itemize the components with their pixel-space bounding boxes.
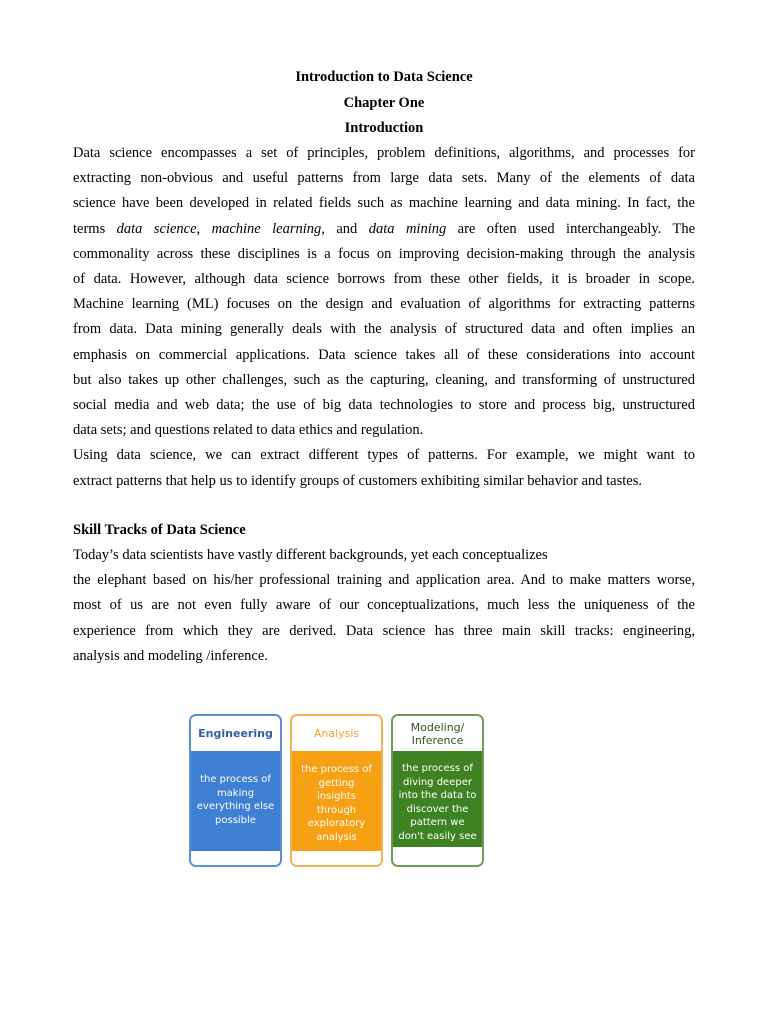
modeling-inference-card-title bbox=[393, 716, 482, 751]
card-text-line: don't easily see bbox=[398, 830, 477, 842]
paragraph-line: most of us are not even fully aware of our conceptualizations, much less the uniqueness of the bbox=[73, 597, 695, 614]
paragraph-line: Machine learning (ML) focuses on the design and evaluation of algorithms for extracting patterns bbox=[73, 296, 695, 313]
card-text-line: the process of bbox=[402, 763, 473, 774]
skill-tracks-figure bbox=[189, 714, 487, 872]
engineering-card-title: Engineering bbox=[191, 716, 280, 751]
engineering-card bbox=[189, 714, 282, 867]
paragraph-line: Using data science, we can extract different types of patterns. For example, we might want to bbox=[73, 447, 695, 464]
term-data-mining: data mining bbox=[368, 220, 447, 237]
card-text-line: getting bbox=[318, 777, 355, 789]
paragraph-line: Today’s data scientists have vastly different backgrounds, yet each conceptualizes bbox=[73, 547, 548, 563]
analysis-card bbox=[290, 714, 383, 867]
card-text-line: making bbox=[216, 787, 255, 799]
card-text-line: the process of bbox=[301, 764, 372, 775]
modeling-inference-card-description bbox=[393, 751, 482, 847]
card-title-line: Modeling/ bbox=[410, 720, 465, 734]
paragraph-line: but also takes up other challenges, such as the capturing, cleaning, and transforming of unstructured bbox=[73, 371, 695, 388]
paragraph-line: emphasis on commercial applications. Data science takes all of these considerations into account bbox=[73, 346, 695, 363]
term-data-science: data science bbox=[116, 220, 197, 237]
term-machine-learning: machine learning bbox=[211, 220, 322, 237]
paragraph-line: analysis and modeling /inference. bbox=[73, 647, 268, 664]
card-text-line: possible bbox=[215, 814, 256, 826]
card-text-line: exploratory bbox=[307, 818, 366, 830]
analysis-card-description bbox=[292, 751, 381, 851]
skill-paragraph bbox=[73, 543, 695, 669]
engineering-card-description bbox=[191, 751, 280, 851]
card-text-line: everything else bbox=[196, 801, 275, 813]
card-footer bbox=[393, 847, 482, 865]
card-text-line: discover the bbox=[406, 803, 469, 815]
paragraph-line: the elephant based on his/her professional training and application area. And to make matters worse, bbox=[73, 572, 695, 589]
paragraph-line: commonality across these disciplines is a focus on improving decision-making through the analysis bbox=[73, 245, 695, 262]
paragraph-line: of data. However, although data science borrows from these other fields, it is broader in scope. bbox=[73, 271, 695, 288]
terms-line bbox=[73, 217, 695, 242]
card-footer bbox=[292, 851, 381, 865]
modeling-inference-card bbox=[391, 714, 484, 867]
intro-paragraph bbox=[73, 141, 695, 494]
analysis-card-title: Analysis bbox=[292, 716, 381, 751]
paragraph-line: science have been developed in related fields such as machine learning and data mining. In fact, the bbox=[73, 195, 695, 212]
terms-separator: , and bbox=[321, 220, 358, 237]
card-text-line: the process of bbox=[200, 774, 271, 785]
card-text-line: analysis bbox=[316, 831, 357, 843]
terms-separator: , bbox=[196, 220, 201, 237]
terms-prefix: terms bbox=[73, 220, 106, 237]
chapter-label: Chapter One bbox=[343, 95, 425, 111]
paragraph-line: social media and web data; the use of big data technologies to store and process big, unstructured bbox=[73, 397, 695, 414]
terms-suffix: are often used interchangeably. The bbox=[457, 220, 696, 237]
card-text-line: diving deeper bbox=[403, 776, 472, 788]
card-text-line: through bbox=[316, 804, 357, 816]
card-text-line: insights bbox=[317, 791, 356, 803]
paragraph-line: experience from which they are derived. Data science has three main skill tracks: engineering, bbox=[73, 622, 695, 639]
paragraph-line: Data science encompasses a set of principles, problem definitions, algorithms, and processes for bbox=[73, 145, 695, 161]
document-title: Introduction to Data Science bbox=[295, 69, 473, 85]
skill-tracks-heading: Skill Tracks of Data Science bbox=[73, 522, 246, 538]
paragraph-line: extract patterns that help us to identify groups of customers exhibiting similar behavior and tastes. bbox=[73, 472, 642, 489]
card-text-line: pattern we bbox=[410, 817, 465, 829]
section-heading: Introduction bbox=[344, 120, 424, 136]
card-text-line: into the data to bbox=[398, 790, 477, 802]
paragraph-line: from data. Data mining generally deals with the analysis of structured data and often implies an bbox=[73, 321, 695, 338]
paragraph-line: data sets; and questions related to data ethics and regulation. bbox=[73, 422, 424, 439]
card-footer bbox=[191, 851, 280, 865]
card-title-line: Inference bbox=[411, 733, 464, 747]
paragraph-line: extracting non-obvious and useful patterns from large data sets. Many of the elements of data bbox=[73, 170, 695, 187]
